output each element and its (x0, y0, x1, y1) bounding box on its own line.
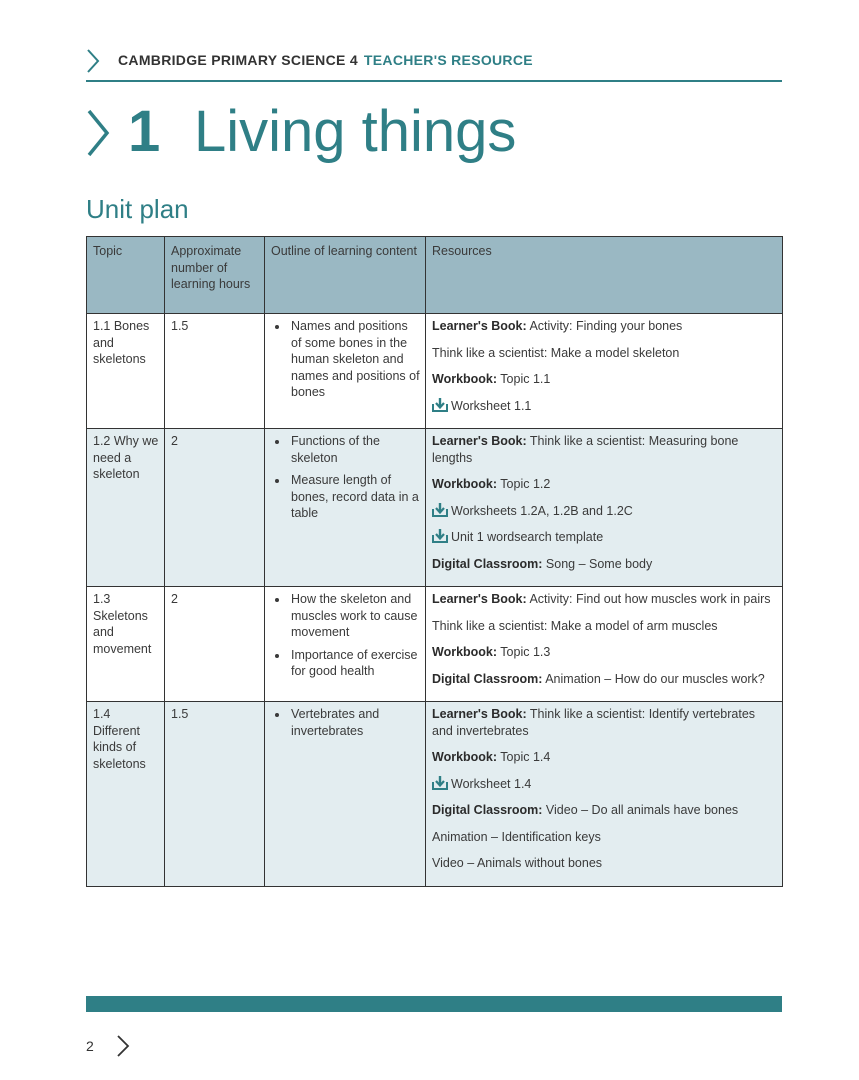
column-header-topic: Topic (87, 237, 165, 314)
outline-item: • Measure length of bones, record data in a table (289, 472, 420, 522)
outline-cell (265, 702, 426, 887)
column-header-outline: Outline of learning content (265, 237, 426, 314)
resource-entry (432, 345, 777, 362)
table-row (87, 429, 783, 587)
resource-entry (432, 644, 777, 661)
unit-title: Living things (194, 99, 517, 164)
outline-cell (265, 587, 426, 702)
outline-cell (265, 429, 426, 587)
resource-label: Digital Classroom: (432, 556, 543, 571)
resource-text: Think like a scientist: Make a model skeleton (432, 345, 680, 360)
resource-entry (432, 618, 777, 635)
resources-cell (426, 587, 783, 702)
topic-cell: 1.1 Bones and skeletons (87, 314, 165, 429)
resource-text: Animation – How do our muscles work? (542, 671, 765, 686)
hours-cell: 2 (165, 429, 265, 587)
resources-cell (426, 702, 783, 887)
table-row (87, 587, 783, 702)
download-icon (432, 529, 448, 543)
section-title: Unit plan (86, 194, 189, 224)
outline-item: • How the skeleton and muscles work to cause movement (289, 591, 420, 641)
resource-entry (432, 776, 777, 793)
page-number: 2 (86, 1038, 94, 1054)
resource-entry (432, 503, 777, 520)
resource-label: Workbook: (432, 645, 498, 659)
resource-label: Learner's Book: (432, 434, 527, 448)
resource-text: Activity: Finding your bones (526, 319, 683, 333)
outline-list (271, 591, 420, 680)
resource-entry (432, 706, 777, 739)
resource-text: Topic 1.3 (497, 645, 551, 659)
hours-cell: 2 (165, 587, 265, 702)
resource-entry (432, 529, 777, 546)
resource-label: Learner's Book: (432, 592, 527, 606)
topic-cell: 1.4 Different kinds of skeletons (87, 702, 165, 887)
resource-text: Song – Some body (542, 556, 653, 571)
resource-text: Worksheets 1.2A, 1.2B and 1.2C (451, 503, 633, 518)
download-icon (432, 776, 448, 790)
resource-entry (432, 476, 777, 493)
column-header-resources: Resources (426, 237, 783, 314)
outline-item: • Names and positions of some bones in the human skeleton and names and positions of bones (289, 318, 420, 401)
resource-label: Workbook: (432, 477, 498, 491)
download-icon (432, 503, 448, 517)
resource-label: Digital Classroom: (432, 803, 543, 817)
resource-label: Learner's Book: (432, 319, 527, 333)
resource-entry (432, 829, 777, 846)
hours-cell: 1.5 (165, 702, 265, 887)
unit-number: 1 (128, 99, 161, 164)
resource-text: Activity: Find out how muscles work in pairs (526, 592, 771, 606)
resource-text: Animation – Identification keys (432, 829, 601, 844)
running-header (86, 46, 782, 82)
resource-entry (432, 802, 777, 819)
resource-text: Think like a scientist: Make a model of arm muscles (432, 618, 718, 633)
outline-list (271, 706, 420, 739)
resource-label: Digital Classroom: (432, 671, 543, 686)
outline-list (271, 318, 420, 401)
topic-cell: 1.2 Why we need a skeleton (87, 429, 165, 587)
header-resource-label: TEACHER'S RESOURCE (363, 52, 533, 68)
resource-text: Video – Do all animals have bones (542, 803, 739, 817)
unit-plan-table (86, 236, 783, 887)
table-row (87, 314, 783, 429)
resource-label: Learner's Book: (432, 707, 527, 721)
resource-text: Worksheet 1.1 (451, 398, 532, 413)
resource-entry (432, 556, 777, 573)
outline-cell (265, 314, 426, 429)
chevron-right-icon (86, 48, 100, 74)
outline-item: • Importance of exercise for good health (289, 647, 420, 680)
resource-entry (432, 433, 777, 466)
resource-entry (432, 371, 777, 388)
outline-item: • Vertebrates and invertebrates (289, 706, 420, 739)
resources-cell (426, 314, 783, 429)
resource-entry (432, 749, 777, 766)
footer-bar (86, 996, 782, 1012)
resources-cell (426, 429, 783, 587)
header-series-title: CAMBRIDGE PRIMARY SCIENCE 4 TEACHER'S RESOURCE (118, 52, 533, 68)
resource-entry (432, 398, 777, 415)
resource-text: Video – Animals without bones (432, 856, 603, 870)
resource-label: Workbook: (432, 750, 498, 764)
resource-entry (432, 591, 777, 608)
resource-text: Think like a scientist: Identify vertebrates and invertebrates (432, 707, 756, 738)
table-header-row (87, 237, 783, 314)
outline-item: • Functions of the skeleton (289, 433, 420, 466)
resource-text: Topic 1.1 (497, 372, 551, 386)
resource-entry (432, 855, 777, 872)
chevron-right-icon (116, 1034, 130, 1058)
table-row (87, 702, 783, 887)
outline-list (271, 433, 420, 522)
resource-text: Unit 1 wordsearch template (451, 530, 604, 544)
resource-text: Topic 1.4 (497, 750, 551, 764)
resource-entry (432, 671, 777, 688)
resource-text: Topic 1.2 (497, 477, 551, 491)
resource-entry (432, 318, 777, 335)
download-icon (432, 398, 448, 412)
chevron-right-icon (86, 108, 110, 158)
topic-cell: 1.3 Skeletons and movement (87, 587, 165, 702)
column-header-hours: Approximate number of learning hours (165, 237, 265, 314)
hours-cell: 1.5 (165, 314, 265, 429)
table-body (87, 314, 783, 887)
resource-text: Worksheet 1.4 (451, 776, 532, 791)
resource-label: Workbook: (432, 372, 498, 386)
resource-text: Think like a scientist: Measuring bone lengths (432, 434, 739, 465)
